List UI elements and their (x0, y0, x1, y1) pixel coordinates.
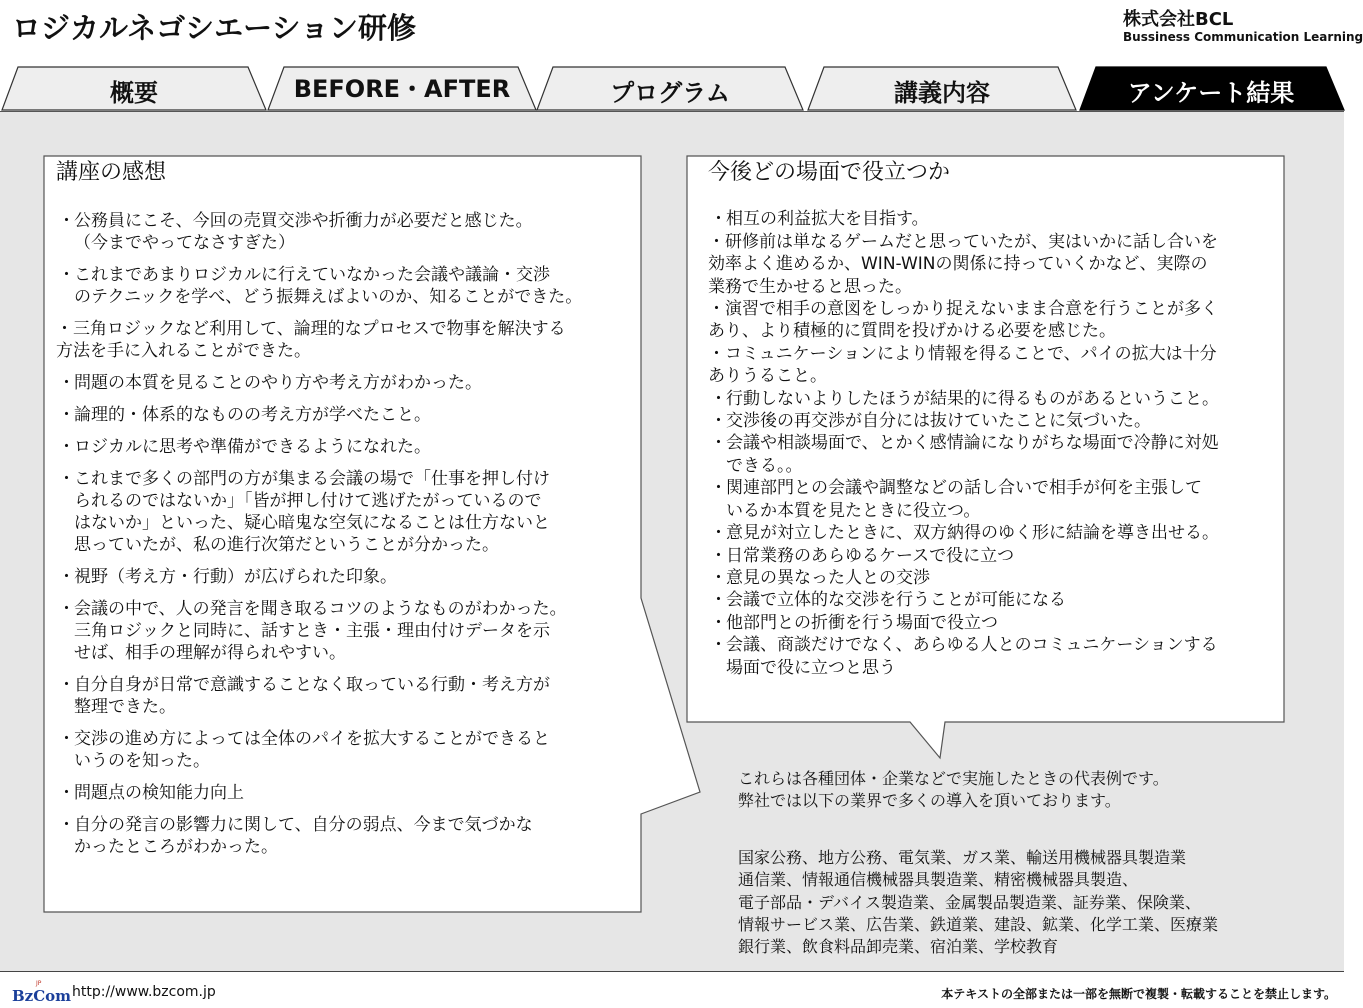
bullet-marker: ・ (710, 433, 727, 454)
list-item (708, 522, 1278, 544)
footer-divider (0, 971, 1344, 972)
list-item-text: 他部門との折衝を行う場面で役立つ (726, 612, 998, 633)
bullet-marker: ・ (710, 478, 727, 499)
list-item (708, 410, 1278, 432)
list-item (708, 589, 1278, 611)
list-item (708, 612, 1278, 634)
list-item (708, 208, 1278, 230)
impressions-list (56, 210, 636, 858)
list-item-text: 意見が対立したときに、双方納得のゆく形に結論を導き出せる。 (726, 523, 1219, 544)
impressions-panel (56, 162, 636, 868)
tab-label: 講義内容 (894, 78, 990, 107)
list-item (708, 545, 1278, 567)
tab-label: 概要 (110, 78, 158, 107)
bullet-marker: ・ (58, 373, 75, 393)
bullet-marker: ・ (58, 675, 75, 695)
tab-before-after[interactable] (266, 66, 538, 110)
list-item-text: 演習で相手の意図をしっかり捉えないまま合意を行うことが多く あり、より積極的に質問を投げかける必要を感じた。 (708, 299, 1218, 342)
list-item-text: 交渉後の再交渉が自分には抜けていたことに気づいた。 (726, 411, 1151, 432)
list-item (708, 432, 1278, 477)
tab-label: プログラム (610, 78, 730, 107)
bullet-marker: ・ (710, 612, 727, 633)
list-item-text: 行動しないよりしたほうが結果的に得るものがあるということ。 (726, 388, 1219, 409)
tab-label: アンケート結果 (1127, 78, 1295, 107)
note-intro: これらは各種団体・企業などで実施したときの代表例です。 弊社では以下の業界で多くの導入を頂いております。 (738, 769, 1169, 811)
svg-text:JP: JP (36, 980, 42, 987)
list-item (56, 372, 636, 394)
list-item-text: 論理的・体系的なものの考え方が学べたこと。 (74, 405, 431, 425)
bullet-marker: ・ (710, 209, 727, 230)
list-item (56, 566, 636, 588)
bullet-marker: ・ (710, 411, 727, 432)
bullet-marker: ・ (708, 343, 725, 364)
industries-note (738, 768, 1298, 959)
bullet-marker: ・ (710, 635, 727, 656)
bullet-marker: ・ (58, 567, 75, 587)
list-item-text: 会議、商談だけでなく、あらゆる人とのコミュニケーションする 場面で役に立つと思う (726, 635, 1218, 678)
list-item-text: コミュニケーションにより情報を得ることで、パイの拡大は十分 ありうること。 (708, 343, 1217, 387)
copyright-notice: 本テキストの全部または一部を無断で複製・転載することを禁止します。 (941, 987, 1336, 1001)
bullet-marker: ・ (56, 319, 73, 339)
bullet-marker: ・ (58, 437, 75, 457)
bullet-marker: ・ (710, 523, 727, 544)
usefulness-panel (708, 162, 1278, 679)
industries-list: 国家公務、地方公務、電気業、ガス業、輸送用機械器具製造業 通信業、情報通信機械器具製造業、精密機械器具製造、 電子部品・デバイス製造業、金属製品製造業、証券業、保険業、 情報サービス業、広告業、鉄道業、建設、鉱業、化学工業、医療業 銀行業、飲食料品卸売業、宿泊業、学校教育 (738, 847, 1219, 957)
bullet-marker: ・ (710, 567, 727, 588)
list-item-text: 自分の発言の影響力に関して、自分の弱点、今まで気づかな かったところがわかった。 (74, 815, 533, 857)
bullet-marker: ・ (710, 590, 727, 611)
list-item (56, 674, 636, 718)
usefulness-title: 今後どの場面で役立つか (708, 160, 951, 185)
usefulness-list (708, 208, 1278, 679)
bullet-marker: ・ (58, 729, 75, 749)
bzcom-logo[interactable] (12, 977, 72, 1005)
list-item-text: これまで多くの部門の方が集まる会議の場で「仕事を押し付け られるのではないか」「皆が押し付けて逃げたがっているので はないか」といった、疑心暗鬼な空気になることは仕方ないと 思っていたが、私の進行次第だということが分かった。 (74, 469, 550, 555)
list-item-text: 会議の中で、人の発言を聞き取るコツのようなものがわかった。 三角ロジックと同時に、話すとき・主張・理由付けデータを示 せば、相手の理解が得られやすい。 (74, 599, 567, 663)
list-item (56, 436, 636, 458)
list-item (56, 210, 636, 254)
website-link[interactable]: http://www.bzcom.jp (72, 984, 216, 1000)
list-item-text: 研修前は単なるゲームだと思っていたが、実はいかに話し合いを 効率よく進めるか、WIN-WINの関係に持っていくかなど、実際の 業務で生かせると思った。 (708, 231, 1218, 297)
list-item-text: 相互の利益拡大を目指す。 (726, 209, 929, 230)
bullet-marker: ・ (58, 405, 75, 425)
list-item-text: 関連部門との会議や調整などの話し合いで相手が何を主張して いるか本質を見たときに役立つ。 (726, 478, 1202, 521)
bullet-marker: ・ (58, 599, 75, 619)
tab-label: BEFORE・AFTER (293, 74, 511, 103)
list-item (708, 477, 1278, 522)
list-item (708, 343, 1278, 388)
list-item (56, 728, 636, 772)
list-item-text: 問題の本質を見ることのやり方や考え方がわかった。 (74, 373, 482, 393)
page-title: ロジカルネゴシエーション研修 (12, 11, 416, 45)
bullet-marker: ・ (58, 265, 75, 285)
list-item (708, 298, 1278, 343)
list-item (708, 388, 1278, 410)
list-item-text: これまであまりロジカルに行えていなかった会議や議論・交渉 のテクニックを学べ、どう振舞えばよいのか、知ることができた。 (74, 265, 583, 307)
list-item-text: 交渉の進め方によっては全体のパイを拡大することができると いうのを知った。 (74, 729, 550, 771)
svg-text:BzCom: BzCom (12, 987, 72, 1005)
list-item-text: 日常業務のあらゆるケースで役に立つ (726, 545, 1015, 566)
list-item (56, 598, 636, 664)
list-item-text: 会議で立体的な交渉を行うことが可能になる (726, 590, 1066, 611)
list-item (708, 231, 1278, 298)
bullet-marker: ・ (58, 815, 75, 835)
bullet-marker: ・ (58, 211, 75, 231)
company-tagline: Bussiness Communication Learning (1123, 30, 1363, 44)
list-item (56, 782, 636, 804)
list-item (56, 318, 636, 362)
list-item-text: 三角ロジックなど利用して、論理的なプロセスで物事を解決する 方法を手に入れることができた。 (56, 319, 566, 361)
company-name: 株式会社BCL (1123, 9, 1234, 30)
list-item-text: 視野（考え方・行動）が広げられた印象。 (74, 567, 397, 587)
list-item (56, 264, 636, 308)
bullet-marker: ・ (58, 783, 75, 803)
bullet-marker: ・ (710, 388, 727, 409)
list-item (56, 814, 636, 858)
impressions-title: 講座の感想 (56, 160, 167, 185)
list-item-text: 公務員にこそ、今回の売買交渉や折衝力が必要だと感じた。 （今までやってなさすぎた） (74, 211, 533, 253)
bullet-marker: ・ (708, 231, 725, 252)
bullet-marker: ・ (710, 545, 727, 566)
list-item-text: 会議や相談場面で、とかく感情論になりがちな場面で冷静に対処 できる。。 (726, 433, 1219, 476)
list-item-text: 自分自身が日常で意識することなく取っている行動・考え方が 整理できた。 (74, 675, 550, 717)
list-item (708, 634, 1278, 679)
list-item (56, 468, 636, 556)
bullet-marker: ・ (58, 469, 75, 489)
bullet-marker: ・ (708, 299, 725, 320)
list-item-text: 意見の異なった人との交渉 (726, 567, 930, 588)
list-item (56, 404, 636, 426)
list-item (708, 567, 1278, 589)
list-item-text: 問題点の検知能力向上 (74, 783, 244, 803)
list-item-text: ロジカルに思考や準備ができるようになれた。 (74, 437, 431, 457)
